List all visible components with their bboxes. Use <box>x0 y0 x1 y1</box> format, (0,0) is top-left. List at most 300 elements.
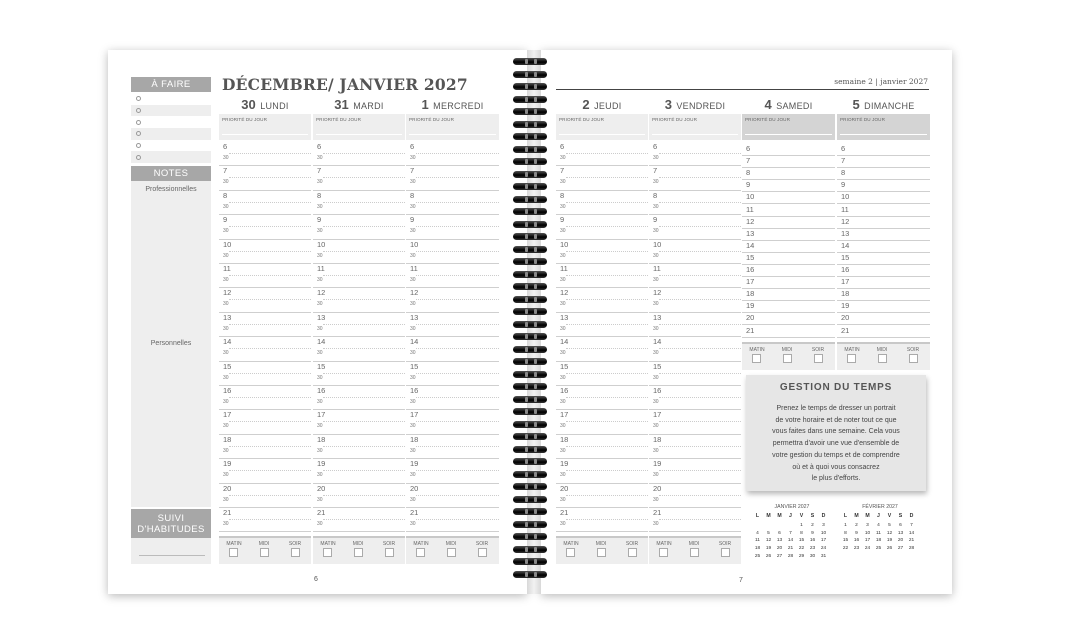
hour-slot[interactable] <box>649 410 741 434</box>
half-hour-divider <box>229 324 311 325</box>
weekday-header: J <box>877 513 880 519</box>
hour-slot[interactable] <box>313 313 405 337</box>
hour-slot[interactable] <box>313 508 405 532</box>
hour-label: 19 <box>560 459 569 469</box>
hour-slot[interactable] <box>837 301 930 313</box>
hour-label: 7 <box>560 166 565 176</box>
hour-slot[interactable] <box>406 288 499 312</box>
hour-slot[interactable] <box>742 180 835 192</box>
hour-label: 20 <box>223 483 232 493</box>
hour-slot[interactable] <box>406 459 499 483</box>
priority-box[interactable] <box>219 114 311 140</box>
day-header <box>219 96 311 114</box>
evening-checkbox[interactable] <box>628 548 637 557</box>
half-hour-divider <box>229 348 311 349</box>
hour-label: 21 <box>317 508 326 517</box>
todo-circle-icon[interactable] <box>136 131 141 136</box>
half-hour-label: 30 <box>560 521 566 527</box>
half-hour-label: 30 <box>410 350 416 357</box>
half-hour-divider <box>566 470 648 471</box>
hour-slot[interactable] <box>406 386 499 410</box>
evening-label: SOIR <box>718 541 732 547</box>
hour-label: 9 <box>410 215 415 225</box>
hour-slot[interactable] <box>556 142 648 166</box>
mini-calendar-grid <box>752 513 832 561</box>
half-hour-divider <box>229 446 311 447</box>
hour-slot[interactable] <box>406 435 499 459</box>
priority-box[interactable] <box>649 114 741 140</box>
hour-slot[interactable] <box>742 277 835 289</box>
hour-label: 15 <box>841 252 850 262</box>
spiral-coil <box>510 58 550 65</box>
evening-checkbox[interactable] <box>385 548 394 557</box>
habit-checkboxes <box>219 536 311 564</box>
half-hour-divider <box>659 470 741 471</box>
day-column <box>406 96 499 566</box>
half-hour-label: 30 <box>317 203 323 210</box>
hour-slot[interactable] <box>649 508 741 532</box>
hour-slot[interactable] <box>837 289 930 301</box>
calendar-day: 24 <box>820 546 827 552</box>
hour-slot[interactable] <box>837 144 930 156</box>
hour-slot[interactable] <box>219 459 311 483</box>
weekday-header: V <box>887 513 892 519</box>
hour-slot[interactable] <box>837 205 930 217</box>
hour-slot[interactable] <box>219 264 311 288</box>
hour-label: 12 <box>841 216 850 226</box>
day-number: 2 <box>582 97 590 112</box>
notes-title: NOTES <box>131 166 211 181</box>
hour-slot[interactable] <box>219 508 311 532</box>
spiral-coil <box>510 346 550 353</box>
day-column <box>837 96 930 566</box>
evening-checkbox[interactable] <box>909 354 918 363</box>
hour-slot[interactable] <box>219 362 311 386</box>
hour-slot[interactable] <box>742 205 835 217</box>
hour-slot[interactable] <box>313 459 405 483</box>
hour-label: 6 <box>560 142 565 151</box>
hour-slot[interactable] <box>313 142 405 166</box>
hour-slot[interactable] <box>742 192 835 204</box>
half-hour-label: 30 <box>410 399 416 405</box>
half-hour-label: 30 <box>410 374 416 381</box>
spiral-coil <box>510 146 550 153</box>
day-column <box>313 96 405 566</box>
half-hour-divider <box>229 153 311 154</box>
hour-slot[interactable] <box>406 410 499 434</box>
todo-item[interactable] <box>131 93 211 105</box>
hour-slot[interactable] <box>313 240 405 264</box>
evening-checkbox[interactable] <box>814 354 823 363</box>
priority-label: PRIORITÉ DU JOUR <box>840 117 885 122</box>
half-hour-label: 30 <box>410 472 416 479</box>
noon-checkbox[interactable] <box>690 548 699 557</box>
hour-slot[interactable] <box>556 288 648 312</box>
hour-label: 7 <box>410 166 415 176</box>
hour-slot[interactable] <box>649 313 741 337</box>
morning-checkbox[interactable] <box>847 354 856 363</box>
half-hour-label: 30 <box>653 179 659 186</box>
calendar-day: 9 <box>855 530 858 536</box>
hour-slot[interactable] <box>219 288 311 312</box>
priority-box[interactable] <box>742 114 835 140</box>
hour-slot[interactable] <box>649 435 741 459</box>
calendar-day: 15 <box>842 538 849 544</box>
hour-slot[interactable] <box>556 264 648 288</box>
day-name: LUNDI <box>260 101 289 111</box>
half-hour-label: 30 <box>560 155 566 161</box>
todo-item[interactable] <box>131 140 211 152</box>
priority-line <box>409 134 496 135</box>
priority-box[interactable] <box>313 114 405 140</box>
calendar-day: 30 <box>809 553 816 559</box>
hour-slot[interactable] <box>313 410 405 434</box>
tip-title: GESTION DU TEMPS <box>779 382 893 393</box>
hour-slot[interactable] <box>742 289 835 301</box>
todo-title: À FAIRE <box>131 77 211 92</box>
hour-slot[interactable] <box>556 386 648 410</box>
hour-slot[interactable] <box>219 191 311 215</box>
hour-slot[interactable] <box>219 142 311 166</box>
hour-slot[interactable] <box>406 215 499 239</box>
hour-slot[interactable] <box>742 229 835 241</box>
half-hour-label: 30 <box>223 423 229 430</box>
half-hour-label: 30 <box>653 155 659 161</box>
hour-slot[interactable] <box>649 264 741 288</box>
half-hour-divider <box>323 397 405 398</box>
noon-checkbox[interactable] <box>878 354 887 363</box>
half-hour-label: 30 <box>317 252 323 259</box>
half-hour-divider <box>229 251 311 252</box>
spiral-coil <box>510 421 550 428</box>
spiral-coil <box>510 383 550 390</box>
half-hour-divider <box>323 275 405 276</box>
half-hour-label: 30 <box>223 521 229 527</box>
morning-checkbox[interactable] <box>229 548 238 557</box>
hour-slot[interactable] <box>313 337 405 361</box>
half-hour-divider <box>566 153 648 154</box>
day-name: SAMEDI <box>776 101 813 111</box>
evening-checkbox[interactable] <box>478 548 487 557</box>
hour-slot[interactable] <box>556 337 648 361</box>
header-rule <box>556 89 929 90</box>
calendar-day: 5 <box>767 530 770 536</box>
hour-slot[interactable] <box>556 459 648 483</box>
half-hour-label: 30 <box>653 277 659 283</box>
todo-circle-icon[interactable] <box>136 120 141 125</box>
hour-slot[interactable] <box>556 240 648 264</box>
calendar-day: 19 <box>765 546 772 552</box>
day-name: VENDREDI <box>676 101 726 111</box>
hour-slot[interactable] <box>742 301 835 313</box>
hour-slot[interactable] <box>837 313 930 325</box>
noon-checkbox[interactable] <box>447 548 456 557</box>
hour-slot[interactable] <box>313 288 405 312</box>
calendar-day: 22 <box>842 546 849 552</box>
habits-title-line2: D'HABITUDES <box>137 524 205 535</box>
hour-slot[interactable] <box>406 191 499 215</box>
hour-label: 10 <box>223 239 232 249</box>
half-hour-label: 30 <box>653 301 659 308</box>
hour-slot[interactable] <box>649 288 741 312</box>
noon-checkbox[interactable] <box>354 548 363 557</box>
hour-slot[interactable] <box>313 484 405 508</box>
hour-slot[interactable] <box>313 191 405 215</box>
evening-label: SOIR <box>625 541 639 547</box>
weekday-header: D <box>909 513 914 519</box>
hour-slot[interactable] <box>742 168 835 180</box>
hour-slot[interactable] <box>556 362 648 386</box>
footer-rule <box>313 536 405 538</box>
hour-slot[interactable] <box>219 215 311 239</box>
half-hour-label: 30 <box>560 325 566 332</box>
evening-checkbox[interactable] <box>291 548 300 557</box>
hour-slot[interactable] <box>742 265 835 277</box>
half-hour-label: 30 <box>223 179 229 186</box>
hour-label: 17 <box>223 410 232 420</box>
hour-slot[interactable] <box>406 142 499 166</box>
half-hour-label: 30 <box>560 472 566 479</box>
hour-slot[interactable] <box>406 240 499 264</box>
habit-tracker-area[interactable] <box>131 538 211 564</box>
todo-circle-icon[interactable] <box>136 108 141 113</box>
hour-label: 18 <box>746 289 755 299</box>
half-hour-divider <box>566 446 648 447</box>
hour-slot[interactable] <box>649 191 741 215</box>
hour-slot[interactable] <box>649 240 741 264</box>
half-hour-label: 30 <box>317 374 323 381</box>
hour-slot[interactable] <box>649 484 741 508</box>
spiral-coil <box>510 508 550 515</box>
hour-slot[interactable] <box>313 215 405 239</box>
calendar-day: 2 <box>855 523 858 528</box>
hour-slot[interactable] <box>556 508 648 532</box>
half-hour-label: 30 <box>410 496 416 503</box>
priority-label: PRIORITÉ DU JOUR <box>409 117 454 122</box>
hour-label: 6 <box>841 144 846 153</box>
hour-slot[interactable] <box>219 240 311 264</box>
hour-slot[interactable] <box>313 166 405 190</box>
half-hour-divider <box>659 177 741 178</box>
hour-slot[interactable] <box>406 264 499 288</box>
half-hour-divider <box>323 251 405 252</box>
hour-slot[interactable] <box>406 508 499 532</box>
half-hour-label: 30 <box>317 472 323 479</box>
hour-slot[interactable] <box>649 459 741 483</box>
half-hour-divider <box>229 421 311 422</box>
spiral-coil <box>510 271 550 278</box>
hour-label: 21 <box>223 508 232 517</box>
todo-list <box>131 93 211 163</box>
hour-label: 8 <box>746 168 751 178</box>
hour-slot[interactable] <box>837 229 930 241</box>
day-number: 4 <box>764 97 772 112</box>
morning-checkbox[interactable] <box>323 548 332 557</box>
noon-checkbox[interactable] <box>783 354 792 363</box>
todo-circle-icon[interactable] <box>136 155 141 160</box>
todo-item[interactable] <box>131 128 211 140</box>
hour-slot[interactable] <box>556 215 648 239</box>
hour-slot[interactable] <box>837 217 930 229</box>
half-hour-divider <box>229 177 311 178</box>
hour-slot[interactable] <box>556 484 648 508</box>
todo-circle-icon[interactable] <box>136 143 141 148</box>
hour-slot[interactable] <box>556 191 648 215</box>
half-hour-label: 30 <box>653 203 659 210</box>
hour-label: 13 <box>560 312 569 322</box>
half-hour-label: 30 <box>653 374 659 381</box>
hour-slot[interactable] <box>837 192 930 204</box>
hour-slot[interactable] <box>556 166 648 190</box>
half-hour-label: 30 <box>410 423 416 430</box>
hour-slot[interactable] <box>556 313 648 337</box>
hour-slot[interactable] <box>219 410 311 434</box>
half-hour-label: 30 <box>317 277 323 283</box>
habit-checkboxes <box>837 342 930 370</box>
half-hour-divider <box>566 373 648 374</box>
hour-slot[interactable] <box>219 386 311 410</box>
hour-slot[interactable] <box>219 337 311 361</box>
morning-checkbox[interactable] <box>416 548 425 557</box>
hour-slot[interactable] <box>837 265 930 277</box>
tip-line: votre gestion du temps et de comprendre <box>772 451 900 459</box>
hour-slot[interactable] <box>219 313 311 337</box>
calendar-day: 19 <box>886 538 893 544</box>
half-hour-label: 30 <box>560 374 566 381</box>
hour-slot[interactable] <box>406 484 499 508</box>
hour-slot[interactable] <box>406 166 499 190</box>
hour-slot[interactable] <box>837 180 930 192</box>
hour-slot[interactable] <box>742 326 835 338</box>
hour-label: 10 <box>841 192 850 202</box>
priority-box[interactable] <box>406 114 499 140</box>
hour-label: 11 <box>410 264 418 273</box>
hour-slot[interactable] <box>837 168 930 180</box>
hour-slot[interactable] <box>742 217 835 229</box>
hour-slot[interactable] <box>742 313 835 325</box>
hour-label: 13 <box>223 312 232 322</box>
half-hour-divider <box>659 421 741 422</box>
hour-slot[interactable] <box>837 156 930 168</box>
half-hour-divider <box>229 470 311 471</box>
hour-slot[interactable] <box>742 144 835 156</box>
hour-slot[interactable] <box>219 166 311 190</box>
hour-label: 17 <box>560 410 569 420</box>
hour-slot[interactable] <box>649 362 741 386</box>
hour-slot[interactable] <box>406 313 499 337</box>
hour-slot[interactable] <box>649 215 741 239</box>
hour-slot[interactable] <box>742 253 835 265</box>
spiral-coil <box>510 83 550 90</box>
evening-label: SOIR <box>288 541 302 547</box>
hour-label: 11 <box>746 204 754 214</box>
hour-label: 17 <box>653 410 662 420</box>
noon-checkbox[interactable] <box>597 548 606 557</box>
spiral-coil <box>510 408 550 415</box>
morning-checkbox[interactable] <box>752 354 761 363</box>
hour-label: 19 <box>223 459 232 469</box>
noon-label: MIDI <box>781 347 793 353</box>
hour-label: 16 <box>410 386 419 395</box>
todo-item[interactable] <box>131 105 211 117</box>
hour-slot[interactable] <box>313 435 405 459</box>
hour-slot[interactable] <box>742 156 835 168</box>
hour-slot[interactable] <box>406 362 499 386</box>
todo-item[interactable] <box>131 116 211 128</box>
hour-label: 14 <box>317 337 326 347</box>
hour-slot[interactable] <box>649 386 741 410</box>
noon-checkbox[interactable] <box>260 548 269 557</box>
half-hour-label: 30 <box>560 228 566 235</box>
spiral-coil <box>510 558 550 565</box>
hour-label: 17 <box>410 410 419 420</box>
half-hour-label: 30 <box>317 155 323 161</box>
half-hour-label: 30 <box>223 228 229 235</box>
hour-slot[interactable] <box>313 264 405 288</box>
half-hour-label: 30 <box>560 301 566 308</box>
half-hour-label: 30 <box>560 252 566 259</box>
hour-slot[interactable] <box>837 326 930 338</box>
hour-slot[interactable] <box>556 435 648 459</box>
hour-slot[interactable] <box>219 484 311 508</box>
todo-item[interactable] <box>131 151 211 163</box>
half-hour-label: 30 <box>317 496 323 503</box>
hour-label: 7 <box>746 156 751 166</box>
hour-slot[interactable] <box>742 241 835 253</box>
half-hour-divider <box>566 202 648 203</box>
hour-slot[interactable] <box>837 253 930 265</box>
hour-label: 11 <box>560 264 568 273</box>
spiral-coil <box>510 433 550 440</box>
hour-slot[interactable] <box>837 277 930 289</box>
todo-circle-icon[interactable] <box>136 96 141 101</box>
half-hour-divider <box>416 275 499 276</box>
morning-checkbox[interactable] <box>566 548 575 557</box>
hour-label: 9 <box>560 215 565 225</box>
spiral-coil <box>510 121 550 128</box>
hour-slot[interactable] <box>556 410 648 434</box>
hour-label: 20 <box>653 483 662 493</box>
hour-slot[interactable] <box>313 362 405 386</box>
priority-label: PRIORITÉ DU JOUR <box>745 117 790 122</box>
hour-slot[interactable] <box>219 435 311 459</box>
hour-slot[interactable] <box>313 386 405 410</box>
spiral-coil <box>510 546 550 553</box>
half-hour-divider <box>323 324 405 325</box>
half-hour-divider <box>323 446 405 447</box>
hour-label: 18 <box>317 434 326 444</box>
hour-label: 8 <box>653 190 658 200</box>
calendar-day: 12 <box>765 538 772 544</box>
hour-label: 6 <box>223 142 228 151</box>
hour-label: 9 <box>746 180 751 190</box>
hour-label: 13 <box>653 312 662 322</box>
half-hour-divider <box>566 519 648 520</box>
hour-slot[interactable] <box>649 166 741 190</box>
priority-box[interactable] <box>556 114 648 140</box>
priority-box[interactable] <box>837 114 930 140</box>
hour-slot[interactable] <box>649 337 741 361</box>
hour-slot[interactable] <box>406 337 499 361</box>
hour-slot[interactable] <box>837 241 930 253</box>
evening-checkbox[interactable] <box>721 548 730 557</box>
noon-label: MIDI <box>876 347 888 353</box>
morning-checkbox[interactable] <box>659 548 668 557</box>
morning-label: MATIN <box>563 541 579 547</box>
hour-label: 11 <box>841 204 849 214</box>
spiral-coil <box>510 533 550 540</box>
hour-slot[interactable] <box>649 142 741 166</box>
